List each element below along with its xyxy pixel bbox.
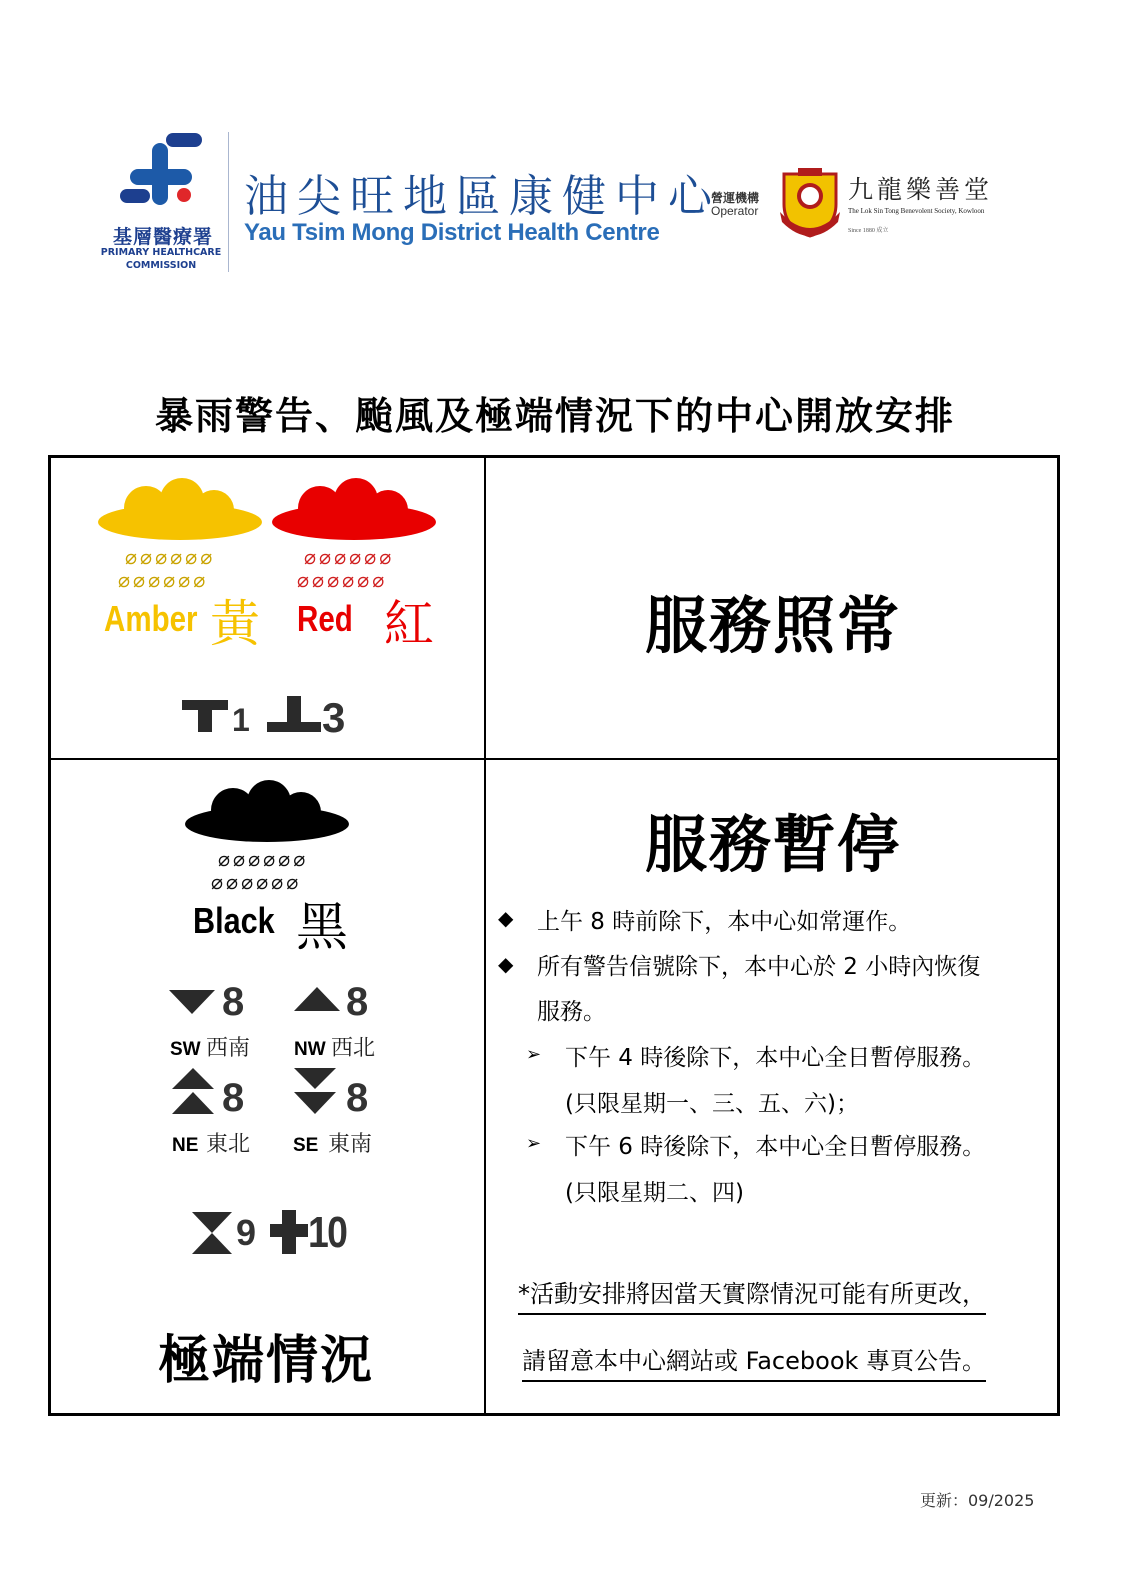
diamond-bullet-icon: ◆	[498, 906, 514, 930]
black-label-zh: 黑	[296, 898, 349, 958]
table-column-divider	[484, 455, 486, 1416]
status-suspended: 服務暫停	[645, 808, 902, 881]
lok-sin-tong-emblem-icon	[778, 166, 842, 238]
amber-rain-drops: ⌀⌀⌀⌀⌀⌀	[125, 545, 216, 569]
red-rain-drops: ⌀⌀⌀⌀⌀⌀	[304, 545, 395, 569]
nw-label-en: NW	[294, 1039, 326, 1060]
arrow-bullet-icon: ➢	[526, 1133, 542, 1154]
black-rain-drops: ⌀⌀⌀⌀⌀⌀	[211, 870, 302, 894]
centre-name-en: Yau Tsim Mong District Health Centre	[244, 219, 660, 246]
operator-name-zh: 九龍樂善堂	[848, 175, 994, 204]
typhoon-signal-8-nw-icon	[292, 985, 342, 1013]
phc-name-zh: 基層醫療署	[112, 226, 213, 248]
typhoon-signal-10-icon	[268, 1208, 310, 1256]
red-rain-drops: ⌀⌀⌀⌀⌀⌀	[297, 568, 388, 592]
operator-name-en: The Lok Sin Tong Benevolent Society, Kowloon	[848, 207, 985, 215]
typhoon-signal-8-sw-number: 8	[222, 980, 245, 1024]
phc-name-en-line1: PRIMARY HEALTHCARE	[100, 247, 222, 258]
operator-label-zh: 營運機構	[711, 191, 760, 205]
typhoon-signal-1-number: 1	[232, 702, 250, 738]
typhoon-signal-8-sw-icon	[167, 988, 217, 1016]
se-label-en: SE	[293, 1135, 319, 1156]
amber-cloud-icon	[96, 478, 264, 544]
typhoon-signal-1-icon	[180, 698, 230, 734]
red-label-zh: 紅	[384, 595, 434, 653]
operator-since: Since 1880 成立	[848, 228, 889, 234]
sw-label-en: SW	[170, 1039, 201, 1060]
black-label-en: Black	[193, 900, 275, 941]
arrow-bullet-icon: ➢	[526, 1044, 542, 1065]
black-cloud-icon	[183, 780, 351, 846]
typhoon-signal-3-number: 3	[322, 694, 346, 741]
centre-name-zh: 油尖旺地區康健中心	[244, 171, 721, 222]
operator-label-en: Operator	[711, 204, 759, 218]
sw-label-zh: 西南	[206, 1036, 251, 1061]
typhoon-signal-10-number: 10	[308, 1208, 347, 1257]
extreme-conditions-label: 極端情況	[158, 1331, 375, 1391]
sub-item-1-line1: 下午 4 時後除下，本中心全日暫停服務。	[565, 1045, 986, 1071]
black-rain-drops: ⌀⌀⌀⌀⌀⌀	[218, 847, 309, 871]
table-row-divider	[48, 758, 1060, 760]
updated-date: 更新：09/2025	[920, 1491, 1035, 1510]
typhoon-signal-9-number: 9	[236, 1212, 257, 1253]
sub-item-1-line2: (只限星期一、三、五、六)；	[565, 1091, 859, 1117]
se-label-zh: 東南	[328, 1132, 373, 1157]
amber-label-en: Amber	[104, 598, 198, 639]
phc-logo-icon	[118, 133, 204, 215]
amber-label-zh: 黃	[210, 595, 260, 653]
diamond-bullet-icon: ◆	[498, 952, 514, 976]
ne-label-zh: 東北	[206, 1132, 251, 1157]
typhoon-signal-3-icon	[265, 694, 323, 734]
red-cloud-icon	[270, 478, 438, 544]
typhoon-signal-8-se-icon	[292, 1066, 338, 1116]
typhoon-signal-8-nw-number: 8	[346, 980, 369, 1024]
note-line-2: 請留意本中心網站或 Facebook 專頁公告。	[522, 1341, 986, 1382]
page-title: 暴雨警告、颱風及極端情況下的中心開放安排	[154, 394, 955, 438]
status-normal: 服務照常	[645, 589, 902, 662]
typhoon-signal-8-ne-number: 8	[222, 1076, 245, 1120]
header-divider	[228, 132, 229, 272]
bullet-item-2-line2: 服務。	[537, 999, 606, 1025]
sub-item-2-line1: 下午 6 時後除下，本中心全日暫停服務。	[565, 1134, 986, 1160]
typhoon-signal-8-se-number: 8	[346, 1076, 369, 1120]
nw-label-zh: 西北	[331, 1036, 376, 1061]
ne-label-en: NE	[172, 1135, 199, 1156]
note-line-1: *活動安排將因當天實際情況可能有所更改，	[518, 1274, 986, 1315]
red-label-en: Red	[297, 598, 353, 639]
typhoon-signal-9-icon	[190, 1210, 234, 1256]
bullet-item-2-line1: 所有警告信號除下，本中心於 2 小時內恢復	[537, 954, 981, 980]
typhoon-signal-8-ne-icon	[170, 1066, 216, 1116]
phc-name-en-line2: COMMISSION	[125, 260, 197, 271]
amber-rain-drops: ⌀⌀⌀⌀⌀⌀	[118, 568, 209, 592]
bullet-item-1: 上午 8 時前除下，本中心如常運作。	[537, 909, 912, 935]
sub-item-2-line2: (只限星期二、四)	[565, 1180, 744, 1206]
